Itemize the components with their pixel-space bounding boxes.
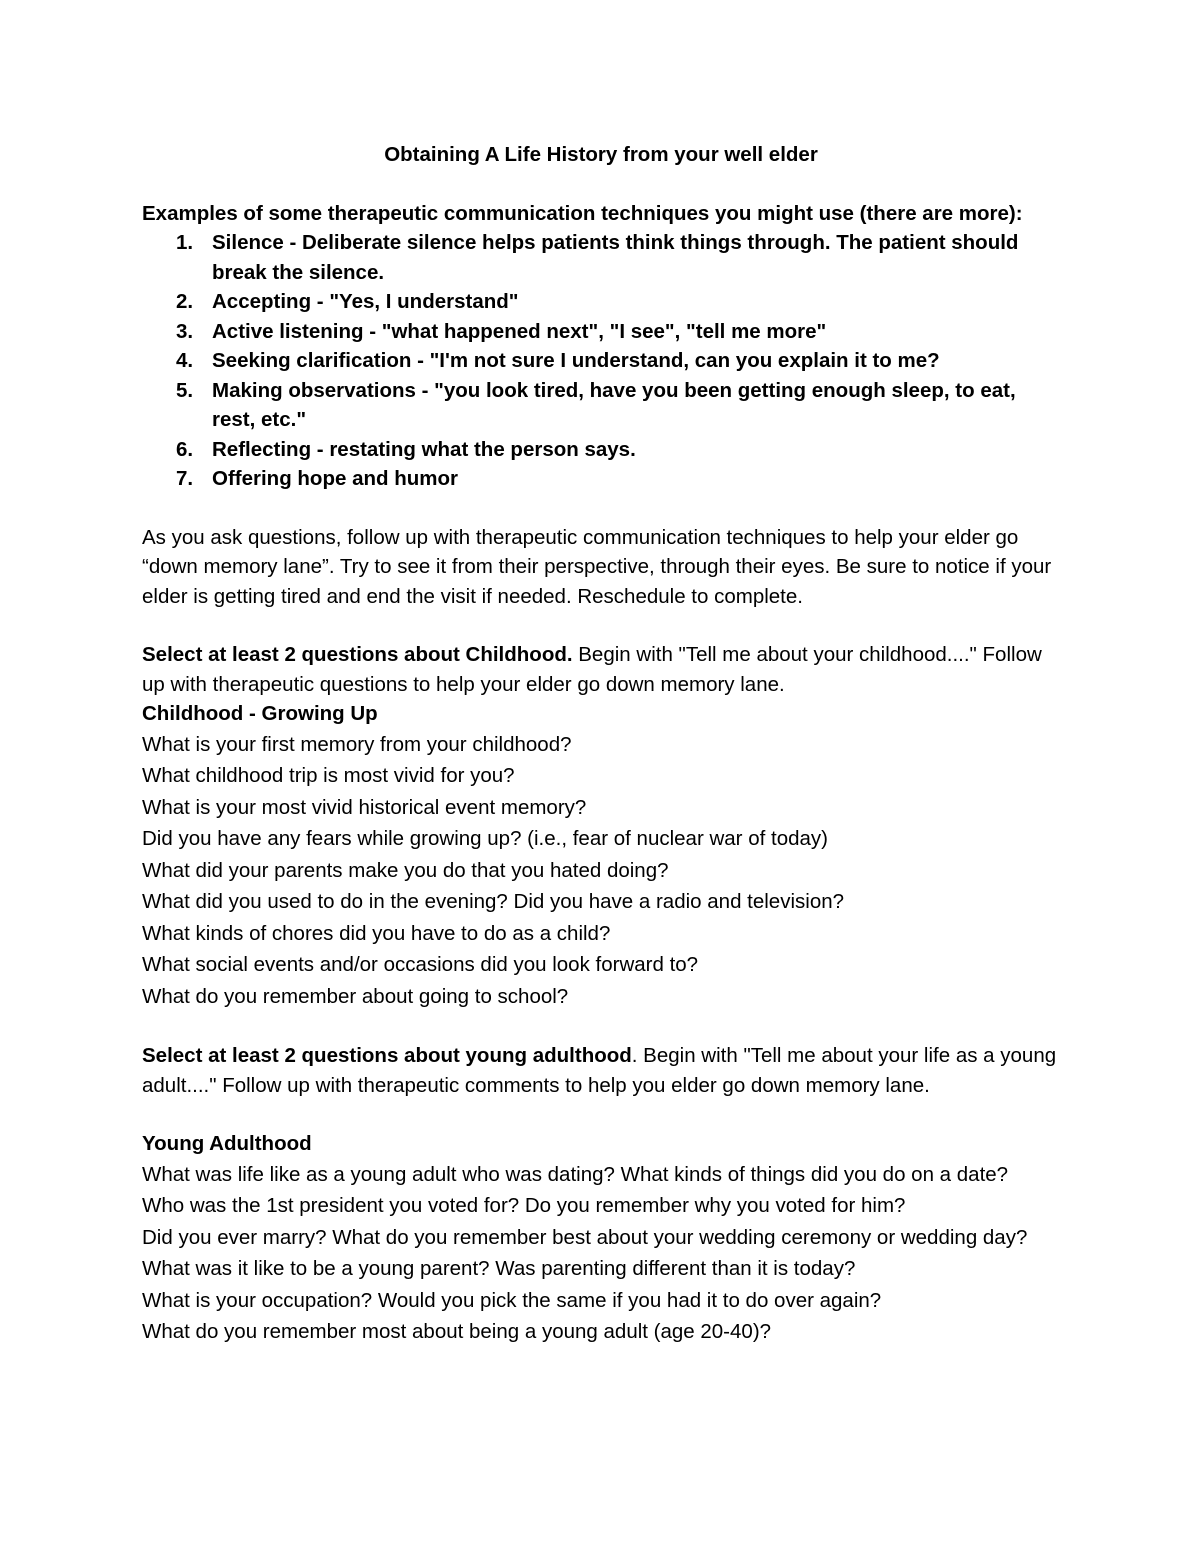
techniques-intro: Examples of some therapeutic communication techniques you might use (there are more): xyxy=(142,201,1023,225)
list-item: 7. Offering hope and humor xyxy=(176,467,458,490)
question-item: Did you ever marry? What do you remember best about your wedding ceremony or wedding day? xyxy=(142,1225,1028,1249)
question-item: What is your first memory from your childhood? xyxy=(142,732,572,756)
list-item: 4. Seeking clarification - "I'm not sure I understand, can you explain it to me? xyxy=(176,349,940,372)
question-item: What is your most vivid historical event memory? xyxy=(142,795,587,819)
question-item: What was life like as a young adult who was dating? What kinds of things did you do on a date? xyxy=(142,1162,1009,1186)
list-item: 5. Making observations - "you look tired, have you been getting enough sleep, to eat, rest, etc." xyxy=(176,378,1016,431)
question-item: What is your occupation? Would you pick the same if you had it to do over again? xyxy=(142,1288,882,1312)
question-item: What social events and/or occasions did you look forward to? xyxy=(142,953,699,976)
list-item: 3. Active listening - "what happened next", "I see", "tell me more" xyxy=(176,319,827,343)
question-item: What do you remember most about being a young adult (age 20-40)? xyxy=(142,1320,772,1343)
question-item: What kinds of chores did you have to do as a child? xyxy=(142,921,611,945)
childhood-instructions: Select at least 2 questions about Childhood. Begin with "Tell me about your childhood...." Follow up with therapeutic questions to help your elder go down memory lane. xyxy=(142,643,1042,696)
young-adult-instructions: Select at least 2 questions about young adulthood. Begin with "Tell me about your life as a young adult...." Follow up with therapeutic comments to help you elder go down memory lane. xyxy=(142,1044,1057,1097)
instructions-paragraph: As you ask questions, follow up with therapeutic communication techniques to help your elder go “down memory lane”. Try to see it from their perspective, through their eyes. Be sure to notice if your elder is getting tired and end the visit if needed. Reschedule to complete. xyxy=(142,525,1052,608)
young-adult-questions xyxy=(142,1159,1060,1348)
question-item: Who was the 1st president you voted for? Do you remember why you voted for him? xyxy=(142,1194,906,1217)
question-item: What did your parents make you do that you hated doing? xyxy=(142,858,669,882)
childhood-questions xyxy=(142,729,1060,1013)
young-adult-heading: Young Adulthood xyxy=(142,1132,312,1155)
question-item: What was it like to be a young parent? Was parenting different than it is today? xyxy=(142,1257,856,1280)
question-item: What childhood trip is most vivid for you? xyxy=(142,764,515,787)
list-item: 2. Accepting - "Yes, I understand" xyxy=(176,290,519,313)
document-title: Obtaining A Life History from your well elder xyxy=(384,143,818,166)
question-item: What did you used to do in the evening? Did you have a radio and television? xyxy=(142,890,845,913)
list-item: 1. Silence - Deliberate silence helps patients think things through. The patient should break the silence. xyxy=(176,231,1019,284)
question-item: What do you remember about going to school? xyxy=(142,984,569,1008)
techniques-list xyxy=(142,228,1060,494)
childhood-heading: Childhood - Growing Up xyxy=(142,702,378,725)
question-item: Did you have any fears while growing up? (i.e., fear of nuclear war of today) xyxy=(142,827,828,850)
list-item: 6. Reflecting - restating what the person says. xyxy=(176,437,636,461)
